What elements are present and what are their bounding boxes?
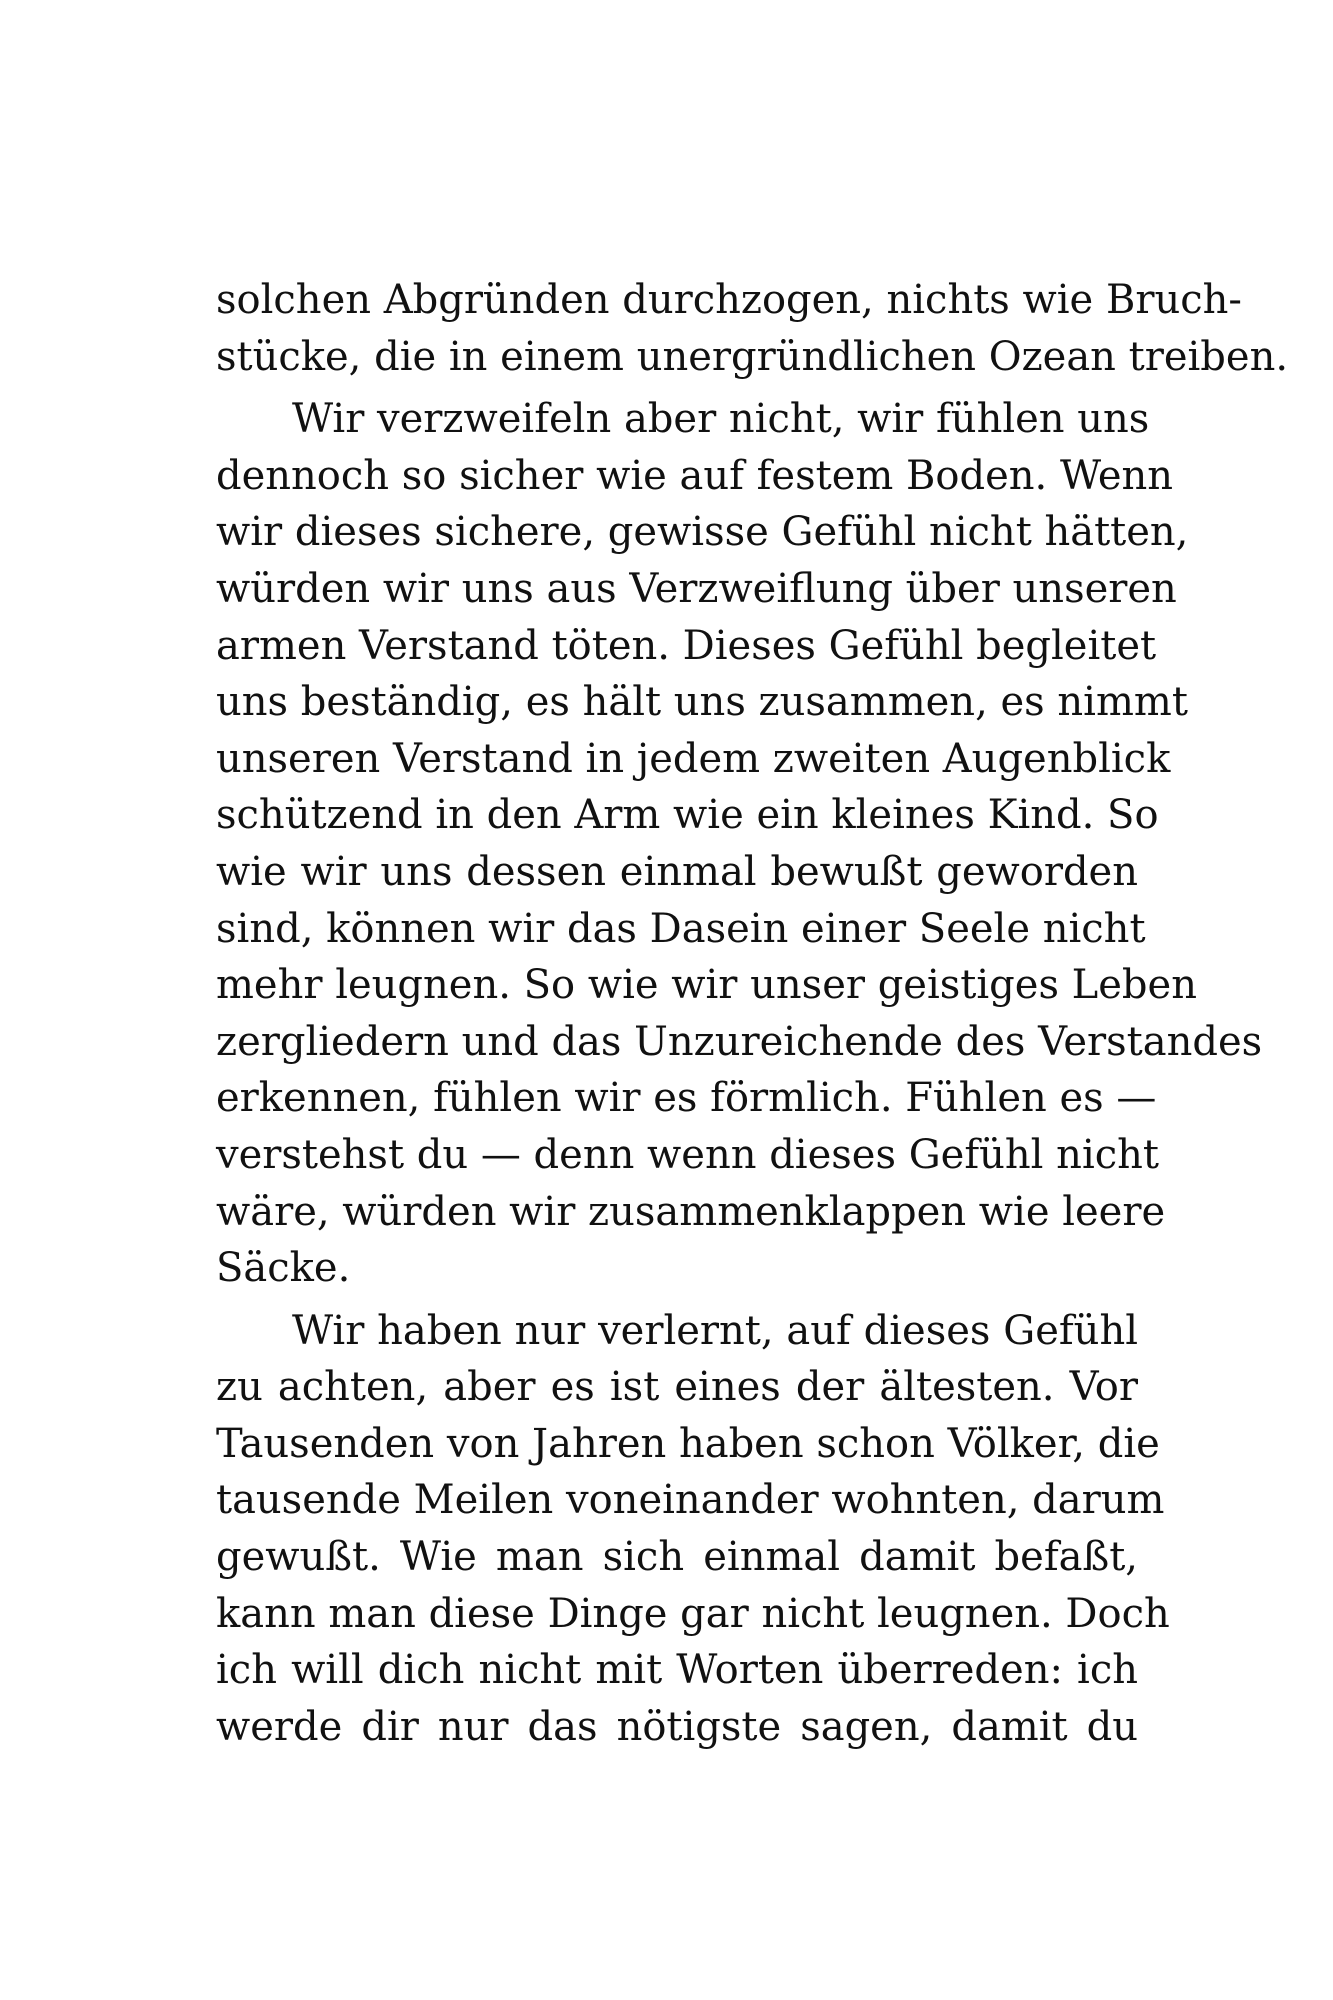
text-line: ich will dich nicht mit Worten überreden: ich xyxy=(216,1647,1138,1694)
text-line: erkennen, fühlen wir es förmlich. Fühlen es — xyxy=(216,1075,1157,1122)
text-line: uns beständig, es hält uns zusammen, es nimmt xyxy=(216,679,1188,726)
text-line: stücke, die in einem unergründlichen Ozean treiben. xyxy=(216,333,1289,380)
text-line: werde dir nur das nötigste sagen, damit du xyxy=(216,1703,1138,1750)
text-line: kann man diese Dinge gar nicht leugnen. Doch xyxy=(216,1590,1170,1637)
text-line: tausende Meilen voneinander wohnten, darum xyxy=(216,1477,1165,1524)
text-line: armen Verstand töten. Dieses Gefühl begleitet xyxy=(216,622,1157,669)
text-line: wäre, würden wir zusammenklappen wie leere xyxy=(216,1188,1166,1235)
text-line: verstehst du — denn wenn dieses Gefühl nicht xyxy=(216,1131,1159,1178)
text-line: sind, können wir das Dasein einer Seele nicht xyxy=(216,905,1146,952)
text-line: mehr leugnen. So wie wir unser geistiges Leben xyxy=(216,962,1197,1009)
body-text xyxy=(216,272,1289,1755)
text-line: solchen Abgründen durchzogen, nichts wie Bruch- xyxy=(216,277,1242,323)
text-line: Wir haben nur verlernt, auf dieses Gefühl xyxy=(292,1307,1138,1354)
text-line: Tausenden von Jahren haben schon Völker, die xyxy=(216,1420,1160,1467)
text-line: zu achten, aber es ist eines der ältesten. Vor xyxy=(216,1364,1138,1411)
text-line: schützend in den Arm wie ein kleines Kind. So xyxy=(216,792,1159,839)
text-line: wie wir uns dessen einmal bewußt geworden xyxy=(216,848,1138,895)
text-line: zergliedern und das Unzureichende des Verstandes xyxy=(216,1018,1263,1065)
text-line: dennoch so sicher wie auf festem Boden. Wenn xyxy=(216,452,1174,499)
text-line: Säcke. xyxy=(216,1245,351,1292)
text-line: Wir verzweifeln aber nicht, wir fühlen uns xyxy=(292,396,1150,443)
text-line: unseren Verstand in jedem zweiten Augenblick xyxy=(216,735,1171,782)
text-line: wir dieses sichere, gewisse Gefühl nicht hätten, xyxy=(216,509,1189,556)
text-line: würden wir uns aus Verzweiflung über unseren xyxy=(216,565,1177,612)
text-line: gewußt. Wie man sich einmal damit befaßt, xyxy=(216,1534,1138,1581)
